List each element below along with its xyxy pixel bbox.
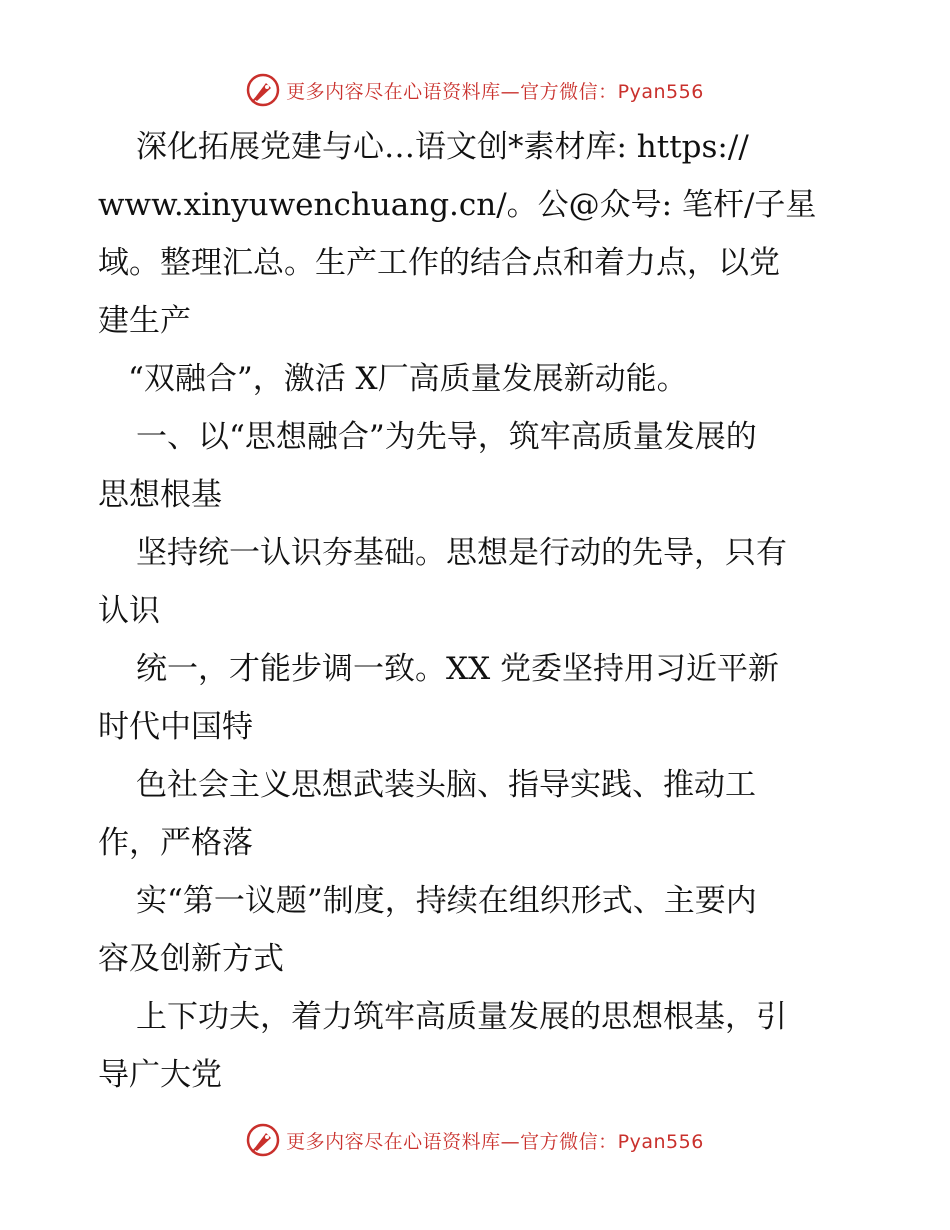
text-line-13: 作，严格落 bbox=[98, 825, 253, 861]
text-line-10: 统一，才能步调一致。XX 党委坚持用习近平新 bbox=[136, 651, 779, 687]
text-line-16: 上下功夫，着力筑牢高质量发展的思想根基，引 bbox=[136, 999, 787, 1035]
text-line-9: 认识 bbox=[98, 593, 160, 629]
text-line-15: 容及创新方式 bbox=[98, 941, 284, 977]
footer-banner-text: 更多内容尽在心语资料库—官方微信：Pyan556 bbox=[286, 1130, 704, 1153]
document-body bbox=[98, 118, 850, 1104]
footer-banner bbox=[0, 1120, 950, 1160]
header-banner-text: 更多内容尽在心语资料库—官方微信：Pyan556 bbox=[286, 80, 704, 103]
text-line-12: 色社会主义思想武装头脑、指导实践、推动工 bbox=[136, 767, 756, 803]
section-heading-1-cont: 思想根基 bbox=[98, 477, 222, 513]
text-line-14: 实“第一议题”制度，持续在组织形式、主要内 bbox=[136, 883, 757, 919]
text-line-17: 导广大党 bbox=[98, 1057, 222, 1093]
pen-nib-logo-icon bbox=[246, 73, 280, 107]
text-line-5: “双融合”，激活 X厂高质量发展新动能。 bbox=[128, 361, 688, 397]
text-line-8: 坚持统一认识夯基础。思想是行动的先导，只有 bbox=[136, 535, 787, 571]
pen-nib-logo-icon bbox=[246, 1123, 280, 1157]
text-line-2: www.xinyuwenchuang.cn/。公@众号: 笔杆/子星 bbox=[98, 187, 817, 223]
header-banner bbox=[0, 70, 950, 110]
text-line-1: 深化拓展党建与心…语文创*素材库: https:// bbox=[136, 129, 749, 165]
text-line-3: 域。整理汇总。生产工作的结合点和着力点，以党 bbox=[98, 245, 780, 281]
text-line-11: 时代中国特 bbox=[98, 709, 253, 745]
section-heading-1: 一、以“思想融合”为先导，筑牢高质量发展的 bbox=[136, 419, 757, 455]
text-line-4: 建生产 bbox=[98, 303, 191, 339]
